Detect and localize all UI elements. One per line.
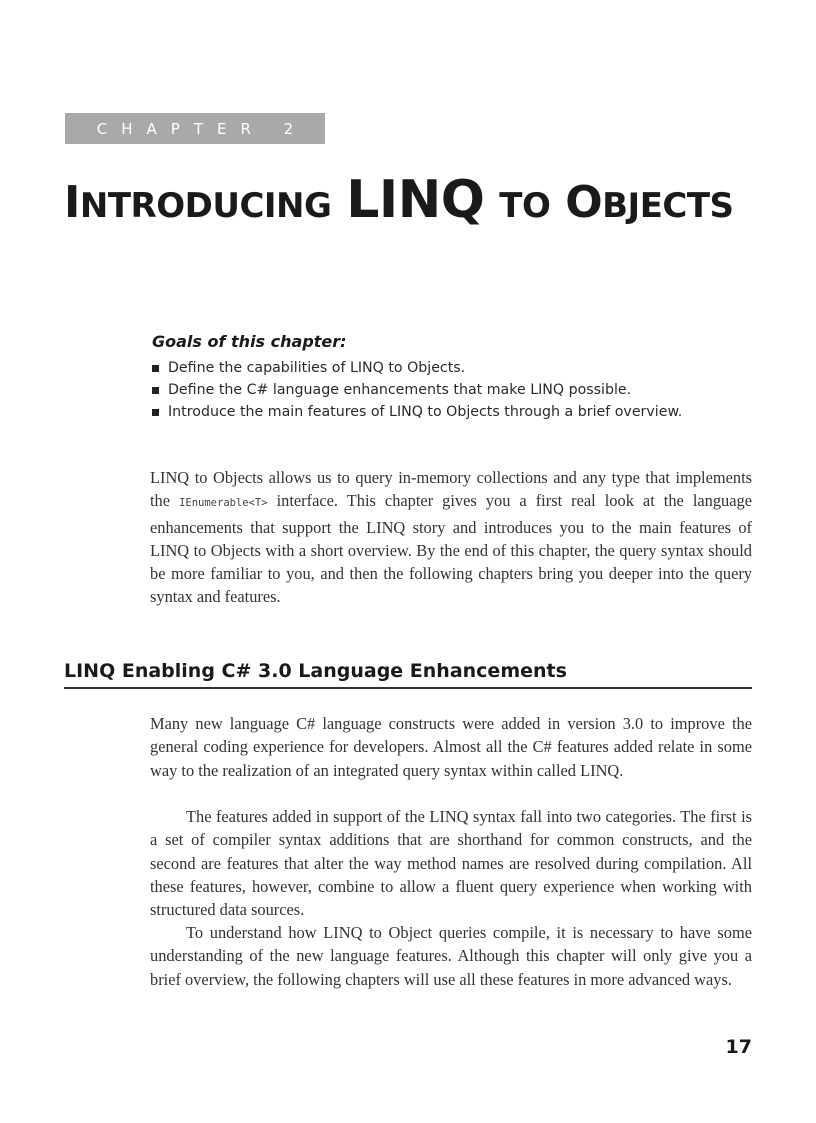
chapter-goals [152, 332, 762, 423]
title-initial-o: O [565, 177, 603, 228]
goal-item: Define the C# language enhancements that make LINQ possible. [152, 379, 762, 401]
title-initial: I [64, 177, 80, 228]
title-linq: LINQ [346, 170, 485, 230]
goals-heading: Goals of this chapter: [152, 332, 347, 351]
intro-paragraph: LINQ to Objects allows us to query in-memory collections and any type that implements the IEnumerable<T> interface. This chapter gives you a first real look at the language enhancements that support the LINQ story and introduces you to the main features of LINQ to Objects with a short overview. By the end of this chapter, the query syntax should be more familiar to you, and then the following chapters bring you deeper into the query syntax and features. [150, 468, 752, 607]
chapter-label-band [65, 113, 325, 144]
inline-code: IEnumerable<T> [179, 497, 268, 510]
title-objects: BJECTS [602, 186, 734, 226]
square-bullet-icon [152, 365, 159, 372]
section-heading: LINQ Enabling C# 3.0 Language Enhancements [64, 660, 752, 689]
title-smallcaps: NTRODUCING [79, 186, 332, 226]
chapter-label: CHAPTER 2 [96, 119, 308, 138]
page-number: 17 [725, 1036, 752, 1058]
body-paragraph: Many new language C# language constructs were added in version 3.0 to improve the general coding experience for developers. Almost all the C# features added relate in some way to the realization of an integrated query syntax within called LINQ. [150, 714, 752, 780]
title-to: TO [499, 186, 551, 226]
square-bullet-icon [152, 387, 159, 394]
body-paragraph: The features added in support of the LINQ syntax fall into two categories. The first is a set of compiler syntax additions that are shorthand for common constructs, and the second are features that alter the way method names are resolved during compilation. All these features, however, combine to allow a fluent query experience when working with structured data sources. [150, 807, 752, 920]
body-paragraph: To understand how LINQ to Object queries compile, it is necessary to have some understanding of the new language features. Although this chapter will only give you a brief overview, the following chapters will use all these features in more advanced ways. [150, 923, 752, 989]
goal-item: Introduce the main features of LINQ to Objects through a brief overview. [152, 401, 762, 423]
square-bullet-icon [152, 409, 159, 416]
goal-item: Define the capabilities of LINQ to Objects. [152, 357, 762, 379]
chapter-title [64, 170, 734, 236]
goals-list [152, 357, 762, 423]
